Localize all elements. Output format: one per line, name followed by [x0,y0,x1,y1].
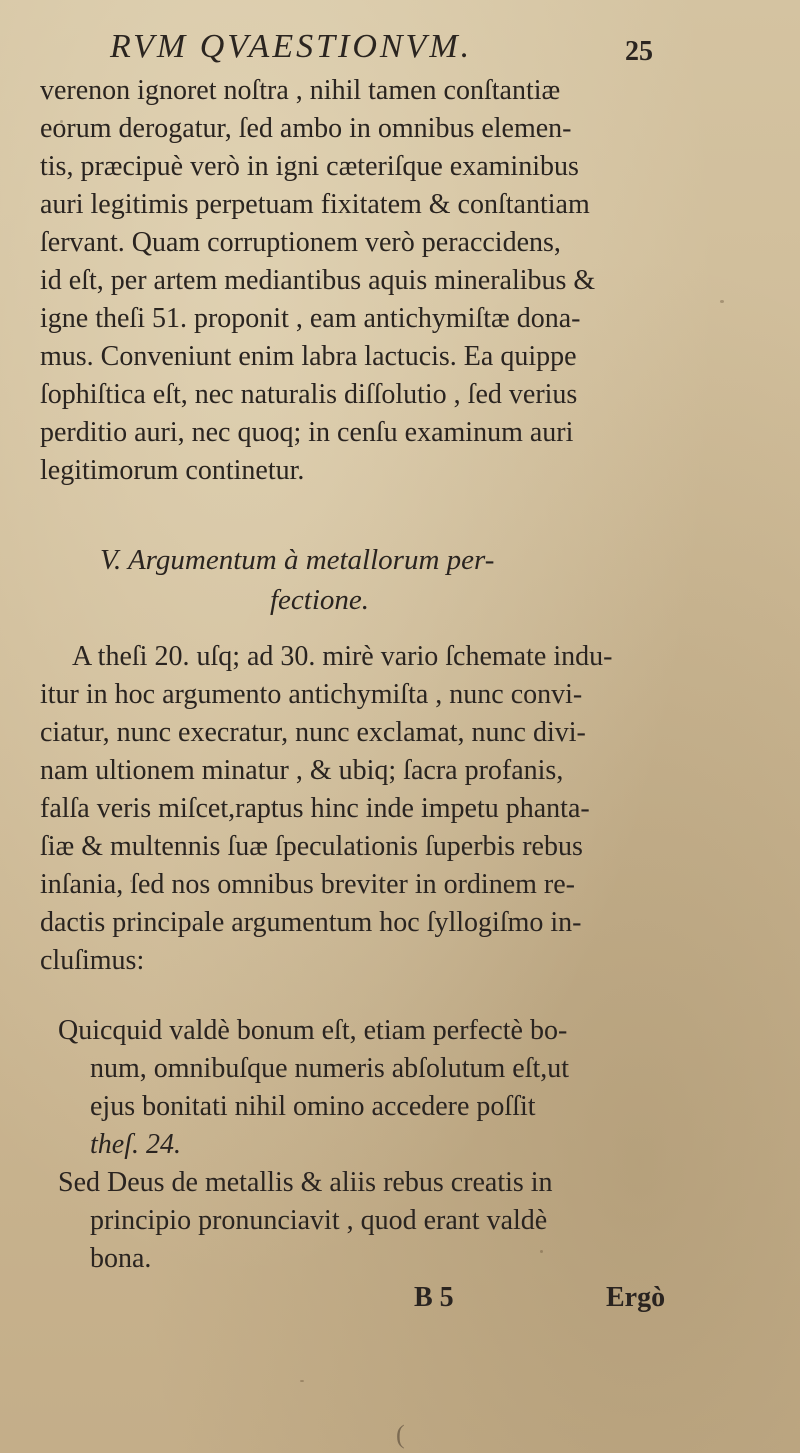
syllogism-minor-premise [58,1164,698,1278]
paragraph-2 [40,638,680,980]
syllogism-major-premise [58,1012,698,1164]
text-line: ſiæ & multennis ſuæ ſpeculationis ſuperbis rebus [40,831,583,862]
text-line: auri legitimis perpetuam fixitatem & conſtantiam [40,189,590,220]
text-line: perditio auri, nec quoq; in cenſu examinum auri [40,417,574,448]
thesis-reference: theſ. 24. [90,1129,181,1160]
section-heading-line: V. Argumentum à metallorum per- [100,544,495,576]
text-line: ciatur, nunc execratur, nunc exclamat, nunc divi- [40,717,586,748]
text-line: bona. [90,1243,152,1274]
fold-mark-icon: ( [396,1420,405,1449]
text-line: falſa veris miſcet,raptus hinc inde impetu phanta- [40,793,590,824]
section-heading-line: fectione. [270,584,370,616]
text-line: tis, præcipuè verò in igni cæteriſque examinibus [40,151,579,182]
paper-speck [300,1380,304,1382]
text-line: num, omnibuſque numeris abſolutum eſt,ut [90,1053,570,1084]
text-line: eorum derogatur, ſed ambo in omnibus elemen- [40,113,572,144]
page-number: 25 [625,36,653,67]
text-line: id eſt, per artem mediantibus aquis mineralibus & [40,265,596,296]
text-line: igne theſi 51. proponit , eam antichymiſtæ dona- [40,303,581,334]
text-line: Sed Deus de metallis & aliis rebus creatis in [58,1167,553,1198]
text-line: ejus bonitati nihil omino accedere poſſit [90,1091,536,1122]
text-line: nam ultionem minatur , & ubiq; ſacra profanis, [40,755,564,786]
page-footer [0,1282,800,1322]
catchword: Ergò [606,1282,666,1313]
running-head: RVM QVAESTIONVM. [110,28,473,65]
text-line: inſania, ſed nos omnibus breviter in ordinem re- [40,869,575,900]
text-line: A theſi 20. uſq; ad 30. mirè vario ſchemate indu- [72,641,613,672]
text-line: verenon ignoret noſtra , nihil tamen conſtantiæ [40,75,561,106]
section-heading [100,540,660,620]
text-line: principio pronunciavit , quod erant valdè [90,1205,548,1236]
text-line: dactis principale argumentum hoc ſyllogiſmo in- [40,907,582,938]
text-line: cluſimus: [40,945,145,976]
text-line: legitimorum continetur. [40,455,305,486]
text-line: ſervant. Quam corruptionem verò peraccidens, [40,227,561,258]
text-line: itur in hoc argumento antichymiſta , nunc convi- [40,679,583,710]
signature-mark: B 5 [414,1282,454,1313]
text-line: Quicquid valdè bonum eſt, etiam perfectè bo- [58,1015,568,1046]
text-line: ſophiſtica eſt, nec naturalis diſſolutio , ſed verius [40,379,578,410]
paragraph-1 [40,72,680,490]
text-line: mus. Conveniunt enim labra lactucis. Ea quippe [40,341,577,372]
paper-speck [720,300,724,303]
